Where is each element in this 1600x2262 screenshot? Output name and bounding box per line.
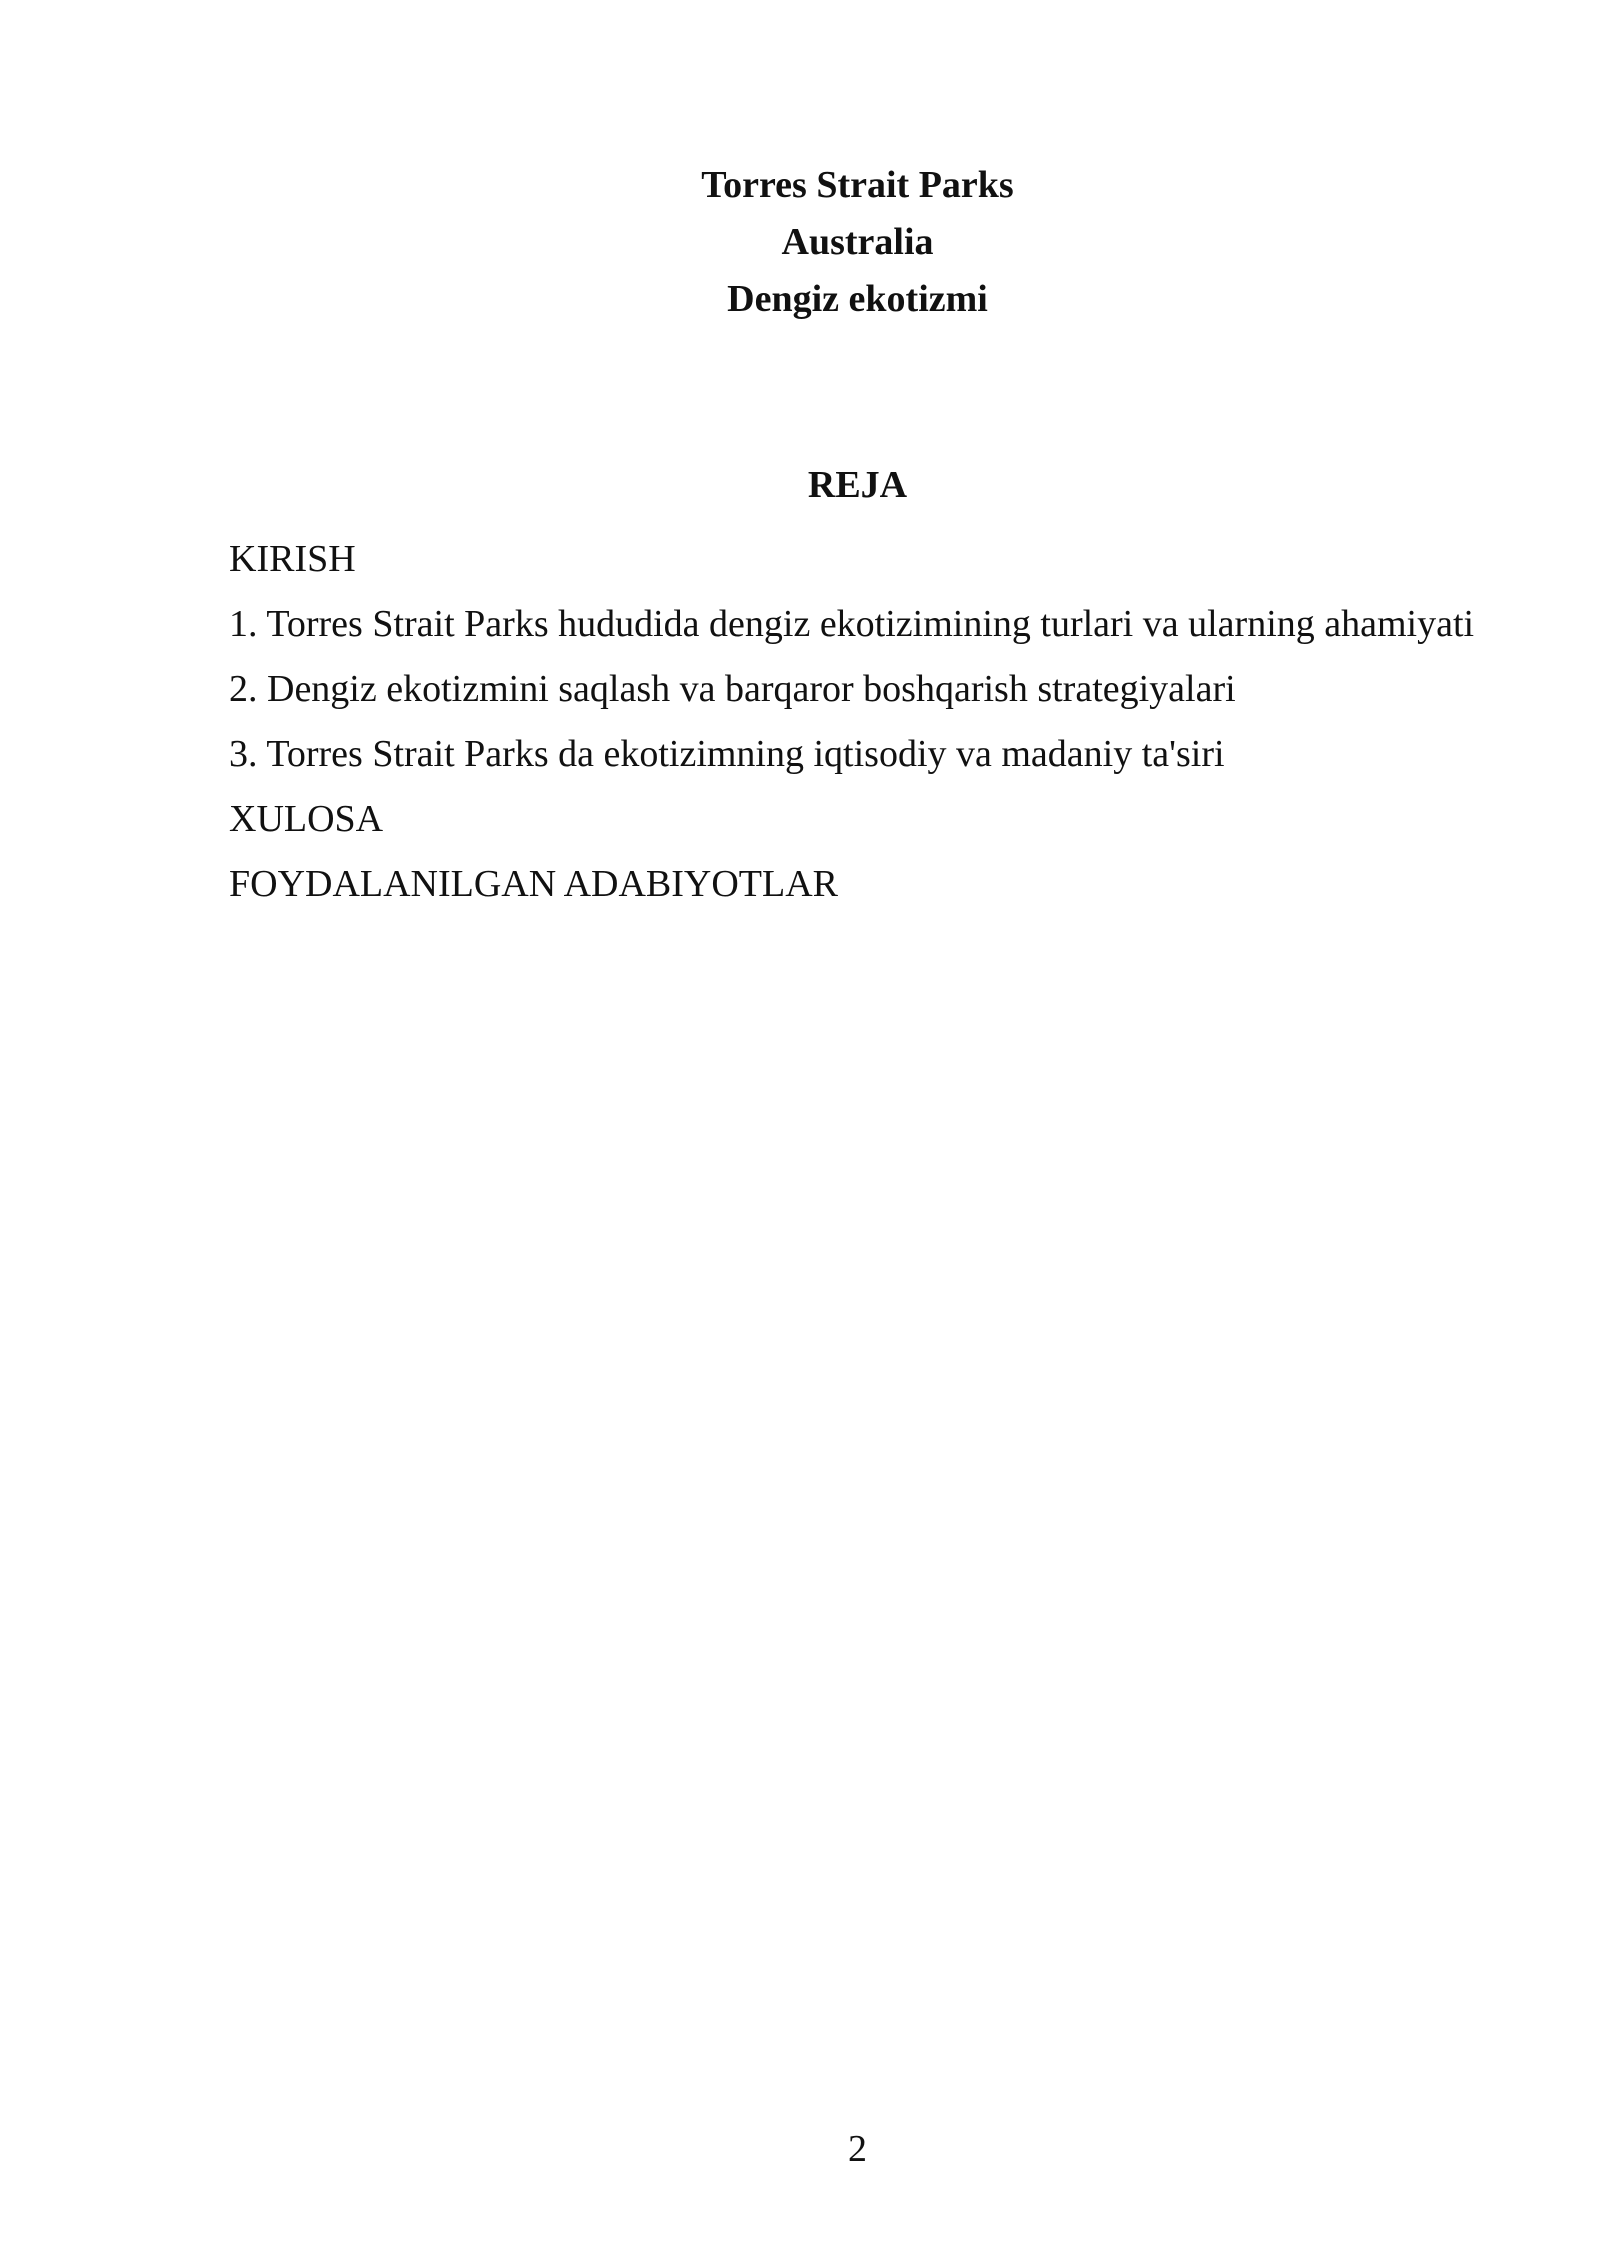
- document-title-block: [0, 157, 1600, 328]
- plan-item-references: FOYDALANILGAN ADABIYOTLAR: [229, 863, 839, 905]
- plan-item-3: 3. Torres Strait Parks da ekotizimning iqtisodiy va madaniy ta'siri: [229, 733, 1225, 775]
- title-topic: Dengiz ekotizmi: [727, 278, 988, 320]
- plan-item-introduction: KIRISH: [229, 538, 356, 580]
- plan-item-1: 1. Torres Strait Parks hududida dengiz ekotizimining turlari va ularning ahamiyati: [229, 603, 1475, 645]
- plan-list: [229, 527, 1569, 917]
- page-number: 2: [848, 2128, 867, 2170]
- title-country: Australia: [781, 221, 934, 263]
- title-park-name: Torres Strait Parks: [701, 164, 1014, 206]
- plan-heading: REJA: [807, 464, 908, 506]
- plan-item-conclusion: XULOSA: [229, 798, 384, 840]
- plan-item-2: 2. Dengiz ekotizmini saqlash va barqaror boshqarish strategiyalari: [229, 668, 1236, 710]
